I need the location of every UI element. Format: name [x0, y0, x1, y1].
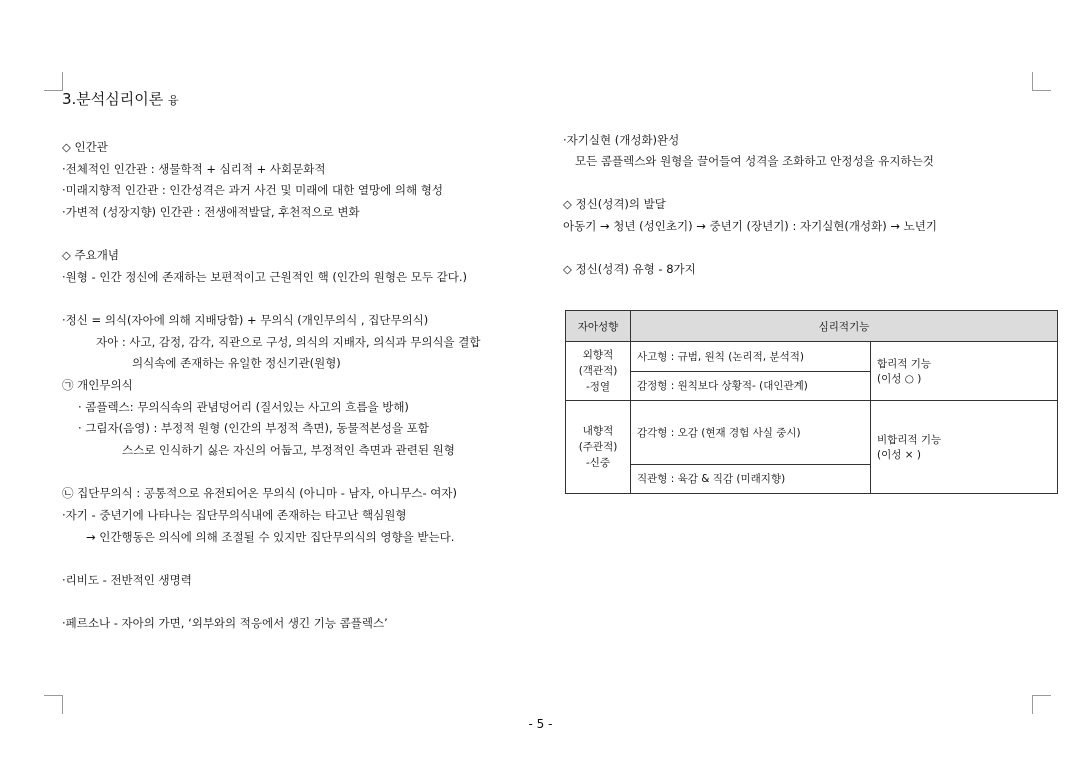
- complex-line: · 콤플렉스: 무의식속의 관념덩어리 (질서있는 사고의 흐름을 방해): [78, 400, 409, 414]
- thinking-type: 사고형 : 규범, 원칙 (논리적, 분석적): [631, 342, 871, 371]
- self-line-1: ·자기 - 중년기에 나타나는 집단무의식내에 존재하는 타고난 핵심원형: [62, 508, 407, 522]
- psyche-line: ·정신 = 의식(자아에 의해 지배당함) + 무의식 (개인무의식 , 집단무의식): [62, 313, 429, 327]
- shadow-line-1: · 그림자(음영) : 부정적 원형 (인간의 부정적 측면), 동물적본성을 포함: [78, 421, 429, 435]
- crop-mark-top-left: [44, 72, 63, 91]
- page-title: [62, 90, 179, 110]
- development-heading: ◇ 정신(성격)의 발달: [563, 197, 666, 211]
- self-realization-body: 모든 콤플렉스와 원형을 끌어들여 성격을 조화하고 안정성을 유지하는것: [575, 154, 934, 168]
- concepts-heading: ◇ 주요개념: [62, 248, 119, 262]
- introvert-subjective: (주관적): [578, 440, 618, 453]
- irrational-cell: [871, 400, 1058, 493]
- self-realization-heading: ·자기실현 (개성화)완성: [563, 133, 680, 147]
- human-view-heading: ◇ 인간관: [62, 140, 108, 154]
- development-body: 아동기 → 청년 (성인초기) → 중년기 (장년기) : 자기실현(개성화) → 노년기: [563, 219, 937, 233]
- archetype-line: ·원형 - 인간 정신에 존재하는 보편적이고 근원적인 핵 (인간의 원형은 모두 같다.): [62, 270, 468, 284]
- psych-types-table: [565, 310, 1058, 494]
- introvert-cell: [566, 400, 631, 493]
- libido-line: ·리비도 - 전반적인 생명력: [62, 573, 192, 587]
- self-line-2: → 인간행동은 의식에 의해 조절될 수 있지만 집단무의식의 영향을 받는다.: [86, 530, 455, 544]
- rational-cell: [871, 342, 1058, 401]
- table-header-row: [566, 311, 1058, 342]
- extravert-objective: (객관적): [578, 365, 618, 378]
- human-view-holistic: ·전체적인 인간관 : 생물학적 + 심리적 + 사회문화적: [62, 162, 326, 176]
- page-number: - 5 -: [528, 717, 553, 731]
- irrational-label: 비합리적 기능: [877, 433, 942, 446]
- extravert-label: 외향적: [582, 349, 614, 362]
- intuition-type: 직관형 : 육감 & 직감 (미래지향): [631, 464, 871, 493]
- header-function: 심리적기능: [631, 311, 1058, 342]
- rational-label: 합리적 기능: [877, 358, 932, 371]
- feeling-type: 감정형 : 원칙보다 상황적- (대인관계): [631, 371, 871, 400]
- types-heading: ◇ 정신(성격) 유형 - 8가지: [563, 262, 696, 276]
- extravert-passion: -정열: [585, 381, 611, 394]
- sensing-type: 감각형 : 오감 (현재 경험 사실 중시): [631, 400, 871, 464]
- irrational-note: (이성 × ): [877, 448, 921, 461]
- page-title-main: 3.분석심리이론: [62, 90, 164, 108]
- crop-mark-bottom-left: [44, 695, 63, 714]
- page-title-suffix: 융: [168, 94, 179, 107]
- crop-mark-bottom-right: [1032, 695, 1051, 714]
- header-attitude: 자아성향: [566, 311, 631, 342]
- shadow-line-2: 스스로 인식하기 싫은 자신의 어둡고, 부정적인 측면과 관련된 원형: [122, 443, 455, 457]
- extravert-cell: [566, 342, 631, 401]
- introvert-label: 내향적: [582, 424, 614, 437]
- ego-line-1: 자아 : 사고, 감정, 감각, 직관으로 구성, 의식의 지배자, 의식과 무의식을 결합: [96, 335, 481, 349]
- table-row: [566, 342, 1058, 371]
- personal-unconscious-heading: ㉠ 개인무의식: [62, 378, 133, 392]
- ego-line-2: 의식속에 존재하는 유일한 정신기관(원형): [132, 356, 341, 370]
- human-view-future: ·미래지향적 인간관 : 인간성격은 과거 사건 및 미래에 대한 열망에 의해 형성: [62, 183, 444, 197]
- collective-unconscious-line: ㉡ 집단무의식 : 공통적으로 유전되어온 무의식 (아니마 - 남자, 아니무스- 여자): [62, 486, 458, 500]
- introvert-careful: -신중: [585, 456, 611, 469]
- table-row: [566, 400, 1058, 464]
- human-view-variable: ·가변적 (성장지향) 인간관 : 전생애적발달, 후천적으로 변화: [62, 205, 360, 219]
- crop-mark-top-right: [1032, 72, 1051, 91]
- rational-note: (이성 ○ ): [877, 373, 922, 386]
- persona-line: ·페르소나 - 자아의 가면, ‘외부와의 적응에서 생긴 기능 콤플렉스’: [62, 616, 388, 630]
